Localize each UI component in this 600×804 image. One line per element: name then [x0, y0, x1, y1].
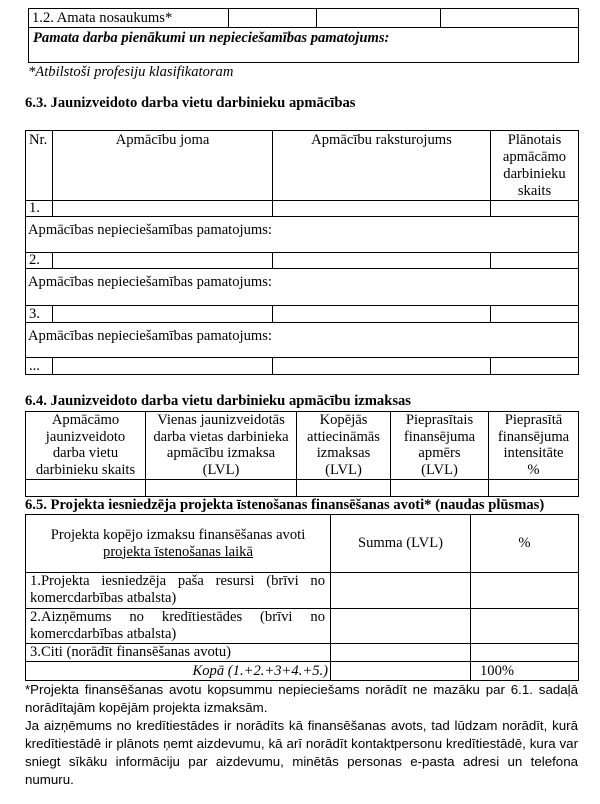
job-title-cell-3[interactable] [441, 9, 579, 28]
training-row-2-area-cell[interactable] [53, 253, 273, 269]
funding-row-own-resources-sum[interactable] [331, 573, 471, 609]
costs-trainee-count-cell[interactable] [26, 480, 146, 497]
funding-row-other: 3.Citi (norādīt finansēšanas avotu) [26, 644, 331, 662]
costs-header-requested-funding: Pieprasītais finansējuma apmērs (LVL) [391, 412, 489, 480]
funding-header-source-period: projekta īstenošanas laikā [103, 543, 253, 560]
justification-label: Apmācības nepieciešamības pamatojums: [28, 328, 272, 344]
training-costs-table [25, 411, 579, 497]
costs-header-funding-intensity: Pieprasītā finansējuma intensitāte % [489, 412, 579, 480]
funding-total-sum[interactable] [331, 662, 471, 681]
funding-sources-table [25, 514, 579, 681]
job-title-label: 1.2. Amata nosaukums* [29, 9, 229, 28]
training-row-continuation-description-cell[interactable] [273, 358, 491, 375]
costs-cost-per-workplace-cell[interactable] [146, 480, 297, 497]
funding-row-bank-loan-percent[interactable] [471, 609, 579, 644]
costs-header-trainee-count: Apmācāmo jaunizveidoto darba vietu darbinieku skaits [26, 412, 146, 480]
training-row-continuation-count-cell[interactable] [491, 358, 579, 375]
duties-field[interactable] [29, 28, 579, 63]
funding-header-source-text: Projekta kopējo izmaksu finansēšanas avoti [50, 526, 306, 543]
training-row-2-nr: 2. [26, 253, 53, 269]
training-row-3-nr: 3. [26, 306, 53, 323]
funding-total-label: Kopā (1.+2.+3+4.+5.) [26, 662, 331, 681]
funding-header-percent: % [471, 515, 579, 573]
training-row-1-nr: 1. [26, 201, 53, 217]
notes [25, 681, 578, 789]
section-title-training-costs: 6.4. Jaunizveidoto darba vietu darbinieku apmācību izmaksas [25, 393, 411, 409]
training-row-2-count-cell[interactable] [491, 253, 579, 269]
costs-requested-funding-cell[interactable] [391, 480, 489, 497]
funding-header-sum: Summa (LVL) [331, 515, 471, 573]
training-row-3-description-cell[interactable] [273, 306, 491, 323]
justification-label: Apmācības nepieciešamības pamatojums: [28, 222, 272, 238]
section-title-training: 6.3. Jaunizveidoto darba vietu darbinieku apmācības [25, 95, 356, 111]
funding-row-bank-loan: 2.Aizņēmums no kredītiestādes (brīvi no komercdarbības atbalsta) [26, 609, 331, 644]
loan-note: Ja aizņēmums no kredītiestādes ir norādīts kā finansēšanas avots, tad lūdzam norādīt, kurā kredītiestādē ir plānots ņemt aizdevumu, kā arī norādīt kontaktpersonu kredītiestādē, kura var sniegt sīkāku informāciju par aizdevumu, minētās personas e-pasta adresi un telefona numuru. [25, 718, 578, 787]
funding-total-percent: 100% [471, 662, 579, 681]
training-row-continuation: ... [26, 358, 53, 375]
funding-row-other-percent[interactable] [471, 644, 579, 662]
costs-header-eligible-costs: Kopējās attiecināmās izmaksas (LVL) [297, 412, 391, 480]
section-title-funding-sources: 6.5. Projekta iesniedzēja projekta īstenošanas finansēšanas avoti* (naudas plūsmas) [25, 497, 545, 513]
training-header-nr: Nr. [26, 131, 53, 201]
funding-row-own-resources-percent[interactable] [471, 573, 579, 609]
job-title-cell-2[interactable] [317, 9, 441, 28]
classifier-footnote: *Atbilstoši profesiju klasifikatoram [28, 64, 234, 80]
training-row-2-justification[interactable] [26, 269, 579, 306]
job-title-cell-1[interactable] [229, 9, 317, 28]
training-header-planned-count: Plānotais apmācāmo darbinieku skaits [491, 131, 579, 201]
training-header-area: Apmācību joma [53, 131, 273, 201]
costs-header-cost-per-workplace: Vienas jaunizveidotās darba vietas darbinieka apmācību izmaksa (LVL) [146, 412, 297, 480]
funding-row-own-resources: 1.Projekta iesniedzēja paša resursi (brīvi no komercdarbības atbalsta) [26, 573, 331, 609]
training-row-3-count-cell[interactable] [491, 306, 579, 323]
training-table [25, 130, 579, 375]
training-row-1-area-cell[interactable] [53, 201, 273, 217]
position-table [28, 8, 579, 63]
training-row-3-area-cell[interactable] [53, 306, 273, 323]
training-row-continuation-area-cell[interactable] [53, 358, 273, 375]
funding-footnote: *Projekta finansēšanas avotu kopsummu nepieciešams norādīt ne mazāku par 6.1. sadaļā norādītajām kopējām projekta izmaksām. [25, 682, 578, 715]
costs-eligible-costs-cell[interactable] [297, 480, 391, 497]
training-header-description: Apmācību raksturojums [273, 131, 491, 201]
training-row-1-justification[interactable] [26, 217, 579, 253]
justification-label: Apmācības nepieciešamības pamatojums: [28, 274, 272, 290]
funding-row-bank-loan-sum[interactable] [331, 609, 471, 644]
costs-funding-intensity-cell[interactable] [489, 480, 579, 497]
training-row-1-count-cell[interactable] [491, 201, 579, 217]
training-row-2-description-cell[interactable] [273, 253, 491, 269]
duties-label: Pamata darba pienākumi un nepieciešamības pamatojums: [33, 30, 390, 46]
training-row-3-justification[interactable] [26, 323, 579, 358]
funding-header-source [26, 515, 331, 573]
funding-row-other-sum[interactable] [331, 644, 471, 662]
training-row-1-description-cell[interactable] [273, 201, 491, 217]
